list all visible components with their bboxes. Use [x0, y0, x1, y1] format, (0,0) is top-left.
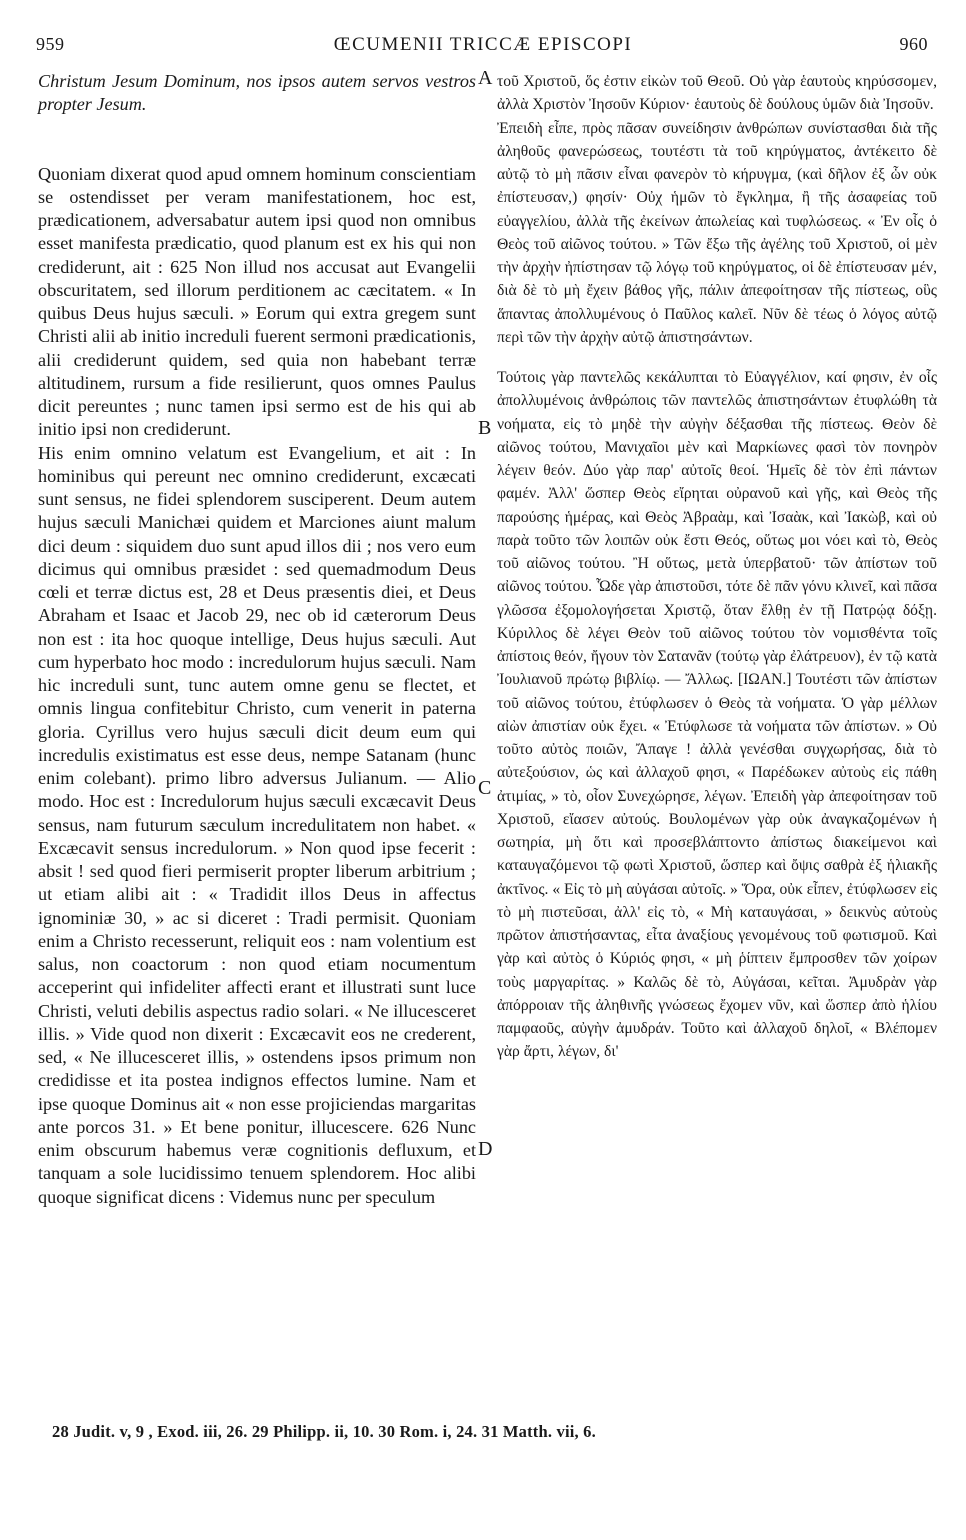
latin-paragraph: Christum Jesum Dominum, nos ipsos autem servos vestros propter Jesum. [38, 71, 476, 115]
footnotes: 28 Judit. v, 9 , Exod. iii, 26. 29 Philipp. ii, 10. 30 Rom. i, 24. 31 Matth. vii, 6. [52, 1422, 596, 1441]
margin-letter: B [478, 417, 492, 439]
page-number-right: 960 [899, 34, 928, 54]
margin-letter: A [478, 67, 493, 89]
page-header [0, 34, 966, 64]
margin-letter: D [478, 1138, 493, 1160]
greek-paragraph: Ἐπειδὴ εἶπε, πρὸς πᾶσαν συνείδησιν ἀνθρώπων συνίστασθαι διὰ τῆς ἀληθοῦς φανερώσεως, τουτέστι τὰ τοῦ κηρύγματος, ἀντέκειτο δὲ αὐτῷ τὸ μὴ πᾶσιν εἶναι φανερὸν τὸ κήρυγμα, (καὶ δῆλον ἐξ ὧν οὐκ ἐπίστευσαν,) φησίν· Οὐχ ἡμῶν τὸ ἔγκλημα, ἢ τῆς ἀσαφείας τοῦ εὐαγγελίου, ἀλλὰ τῆς ἐκείνων ἀπωλείας καὶ τυφλώσεως. « Ἐν οἷς ὁ Θεὸς τοῦ αἰῶνος τούτου. » Τῶν ἔξω τῆς ἀγέλης τοῦ Χριστοῦ, οἱ μὲν τὴν ἀρχὴν ἠπίστησαν τῷ λόγῳ τοῦ κηρύγματος, οἱ δὲ ἐπίστευσαν μέν, διὰ δὲ τὸ μὴ ἔχειν βάθος γῆς, πάλιν ἀπεφοίτησαν τῆς πίστεως, οὓς ἅπαντας ἀπολλυμένους ὁ Παῦλος καλεῖ. Νῦν δὲ τέως ὁ λόγος αὐτῷ περὶ τῶν τὴν ἀρχὴν αὐτῷ ἀπιστησάντων. [497, 119, 937, 346]
latin-paragraph: Quoniam dixerat quod apud omnem hominum conscientiam se ostendisset per veram manifestationem, hoc est, prædicationem, adversabatur autem ipsi quod non omnibus esset manifesta prædicatio, quod planum est ex his qui non crediderunt, ait : 625 Non illud nos accusat aut Evangelii obscuritatem, sed illorum perditionem ac cæcitatem. « In quibus Deus hujus sæculi. » Eorum qui extra gregem sunt Christi alii ab initio increduli fuerent sermoni prædicationis, alii crediderunt quidem, sed quia non habebant terræ altitudinem, rursum a fide resilierunt, quos omnes Paulus dicit pereuntes ; nunc tamen ipsi sermo est de his qui ab initio ipsi non crediderunt. [38, 163, 476, 440]
latin-column [38, 70, 476, 1209]
greek-column [497, 70, 937, 1064]
margin-letter: C [478, 777, 492, 799]
greek-paragraph: τοῦ Χριστοῦ, ὅς ἐστιν εἰκὼν τοῦ Θεοῦ. Οὐ γὰρ ἑαυτοὺς κηρύσσομεν, ἀλλὰ Χριστὸν Ἰησοῦν Κύριον· ἑαυτοὺς δὲ δούλους ὑμῶν διὰ Ἰησοῦν. [497, 73, 937, 114]
page-number-left: 959 [36, 34, 65, 54]
greek-paragraph: Τούτοις γὰρ παντελῶς κεκάλυπται τὸ Εὐαγγέλιον, καί φησιν, ἐν οἷς ἀπολλυμένοις ἀνθρώποις τῶν παντελῶς ἀπιστησάντων ἐτυφλώθη τὰ νοήματα, εἰς τὸ μηδὲ τὴν αὐγὴν δέξασθαι τῆς πίστεως. Θεὸν δὲ αἰῶνος τούτου, Μανιχαῖοι μὲν καὶ Μαρκίωνες φασὶ τὸν πονηρὸν λέγειν θεόν. Δύο γὰρ παρ' αὐτοῖς θεοί. Ἡμεῖς δὲ τὸν ἐπὶ πάντων φαμέν. Ἀλλ' ὥσπερ Θεὸς εἴρηται οὐρανοῦ καὶ γῆς, καὶ Θεὸς τῆς παρούσης ἡμέρας, καὶ Θεὸς Ἀβραὰμ, καὶ Ἰσαὰκ, καὶ Ἰακὼβ, καὶ οὐ παρὰ τοῦτο τῶν λοιπῶν οὐκ ἔστι Θεός, οὕτως μοι νόει καὶ τὸ, Θεὸς τοῦ αἰῶνος τούτου. Ἢ οὕτως, μετὰ ὑπερβατοῦ· τῶν ἀπίστων τοῦ αἰῶνος τούτου. Ὧδε γὰρ ἀπιστοῦσι, τότε δὲ πᾶν γόνυ κλινεῖ, καὶ πᾶσα γλῶσσα ἐξομολογήσεται Χριστῷ, ὅταν ἔλθῃ ἐν τῇ Πατρῴᾳ δόξῃ. Κύριλλος δὲ λέγει Θεὸν τοῦ αἰῶνος τούτου τὸν νομισθέντα τοῖς ἀπίστοις θεόν, ἤγουν τὸν Σατανᾶν (τούτῳ γὰρ ἐλάτρευον), ἐν τῷ κατὰ Ἰουλιανοῦ πρώτῳ βιβλίῳ. — Ἄλλως. [ΙΩΑΝ.] Τουτέστι τῶν ἀπίστων τοῦ αἰῶνος τούτου, ἐτύφλωσεν ὁ Θεὸς τὰ νοήματα. Ὁ γὰρ μέλλων αἰὼν ἀπιστίαν οὐκ ἔχει. « Ἐτύφλωσε τὰ νοήματα τῶν ἀπίστων. » Οὐ τοῦτο αὐτὸς ποιῶν, Ἄπαγε ! ἀλλὰ γενέσθαι συγχωρήσας, διὰ τὸ αὐτεξούσιον, ὡς καὶ ἀλλαχοῦ φησι, « Παρέδωκεν αὐτοὺς εἰς πάθη ἀτιμίας, » τὸ, οἷον Συνεχώρησε, λέγων. Ἐπειδὴ γὰρ ἀπεφοίτησαν τοῦ Χριστοῦ, εἴασεν αὐτούς. Βουλομένων γὰρ οὐκ ἀναγκαζομένων ἡ σωτηρία, μὴ ὅτι καὶ προσεβλάπτοντο ἀπίστως διακείμενοι καὶ καταυγαζόμενοι τῷ φωτὶ Χριστοῦ, ὥσπερ καὶ ὄψις σαθρὰ ἐξ ἡλιακῆς ἀκτῖνος. « Εἰς τὸ μὴ αὐγάσαι αὐτοῖς. » Ὅρα, οὐκ εἶπεν, ἐτύφλωσεν εἰς τὸ μὴ πιστεῦσαι, ἀλλ' εἰς τὸ, « Μὴ καταυγάσαι, » δεικνὺς αὐτοὺς πρῶτον ἀπιστήσαντας, εἶτα ἀναξίους γενομένους τοῦ φωτισμοῦ. Καὶ γὰρ καὶ αὐτὸς ὁ Κύριός φησι, « μὴ ῥίπτειν ἔμπροσθεν τῶν χοίρων τοὺς μαργαρίτας. » Καλῶς δὲ τὸ, Αὐγάσαι, κεῖται. Ἀμυδρὰν γὰρ ἀπόρροιαν τῆς ἀληθινῆς γνώσεως ἔχομεν νῦν, καὶ ὥσπερ ἀπὸ ἡλίου παμφαοῦς, αὐγὴν ἀμυδράν. Τοῦτο καὶ ἀλλαχοῦ δηλοῖ, « Βλέπομεν γὰρ ἄρτι, λέγων, δι' [497, 369, 937, 1061]
latin-paragraph: His enim omnino velatum est Evangelium, et ait : In hominibus qui pereunt nec omnino crediderunt, excæcati sunt sensus, ne fidei splendorem susciperent. Deum autem hujus sæculi Manichæi quidem et Marciones aiunt malum dici deum : siquidem duo sunt apud illos dii ; nos vero eum dicimus qui omnibus præsidet : sed quemadmodum Deus cœli et terræ dictus est, 28 et Deus præsentis diei, et Deus Abraham et Isaac et Jacob 29, nec ob id cæterorum Deus non est : ita hoc quoque intellige, Deus hujus sæculi. Aut cum hyperbato hoc modo : incredulorum hujus sæculi. Nam hic increduli sunt, tunc autem omne genu se flectet, et omnis lingua confitebitur Christo, cum venerit in paterna gloria. Cyrillus vero hujus sæculi dicit deum eum qui incredulis existimatus est esse deus, nempe Satanam (hunc enim colebant). primo libro adversus Julianum. — Alio modo. Hoc est : Incredulorum hujus sæculi excæcavit Deus sensus, nam futurum sæculum incredulitatem non habet. « Excæcavit sensus incredulorum. » Non quod ipse fecerit : absit ! sed quod fieri permiserit propter liberum arbitrium ; ut etiam alibi ait : « Tradidit illos Deus in affectus ignominiæ 30, » ac si diceret : Tradi permisit. Quoniam enim a Christo recesserunt, reliquit eos : nam volentium est salus, non coactorum : non quod etiam nocumentum acceperint qui infideliter affecti erant et illustrati sunt luce Christi, veluti debilis aspectus radio solari. « Ne illucesceret illis. » Vide quod non dixerit : Excæcavit eos ne crederent, sed, « Ne illucesceret illis, » ostendens ipsos primum non credidisse et ita postea indignos effectos lumine. Nam et ipse quoque Dominus ait « non esse projiciendas margaritas ante porcos 31. » Et bene ponitur, illucescere. 626 Nunc enim obscurum habemus veræ cognitionis defluxum, et tanquam a sole lucidissimo tenuem splendorem. Hoc alibi quoque significat dicens : Videmus nunc per speculum [38, 442, 476, 1207]
running-title: ŒCUMENII TRICCÆ EPISCOPI [333, 34, 633, 55]
